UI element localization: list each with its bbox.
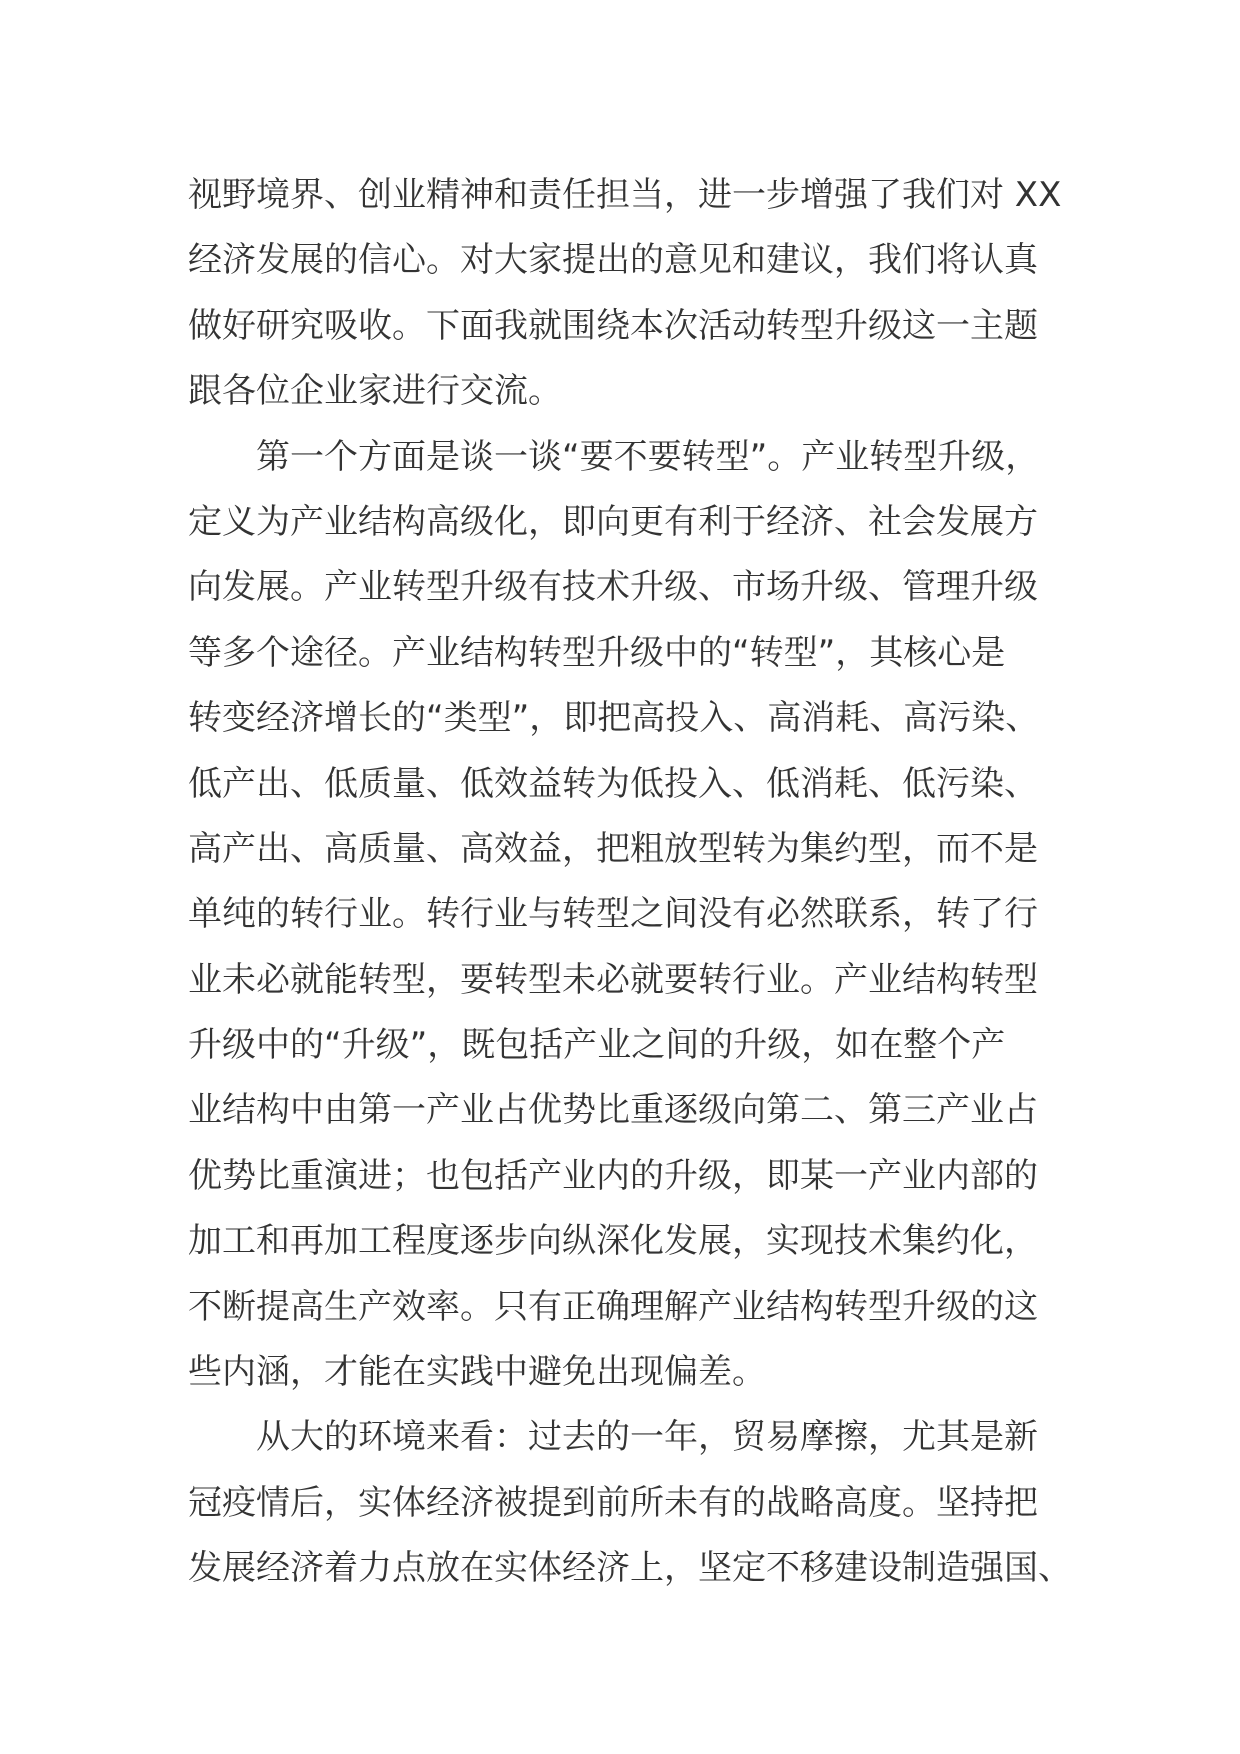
text-line: 第一个方面是谈一谈“要不要转型”。产业转型升级， <box>256 436 1040 477</box>
text-line: 转变经济增长的“类型”，即把高投入、高消耗、高污染、 <box>188 698 1040 739</box>
text-line: 业结构中由第一产业占优势比重逐级向第二、第三产业占 <box>188 1090 1038 1131</box>
text-line: 低产出、低质量、低效益转为低投入、低消耗、低污染、 <box>188 763 1038 804</box>
text-line: 不断提高生产效率。只有正确理解产业结构转型升级的这 <box>188 1286 1038 1327</box>
text-line: 冠疫情后，实体经济被提到前所未有的战略高度。坚持把 <box>188 1482 1038 1523</box>
text-line: 些内涵，才能在实践中避免出现偏差。 <box>188 1352 766 1393</box>
body-text <box>188 163 1072 1602</box>
text-line: 跟各位企业家进行交流。 <box>188 371 562 412</box>
text-line: 等多个途径。产业结构转型升级中的“转型”，其核心是 <box>188 632 1006 673</box>
paragraph <box>188 1405 1072 1601</box>
text-line: 发展经济着力点放在实体经济上，坚定不移建设制造强国、 <box>188 1548 1072 1589</box>
text-line: 业未必就能转型，要转型未必就要转行业。产业结构转型 <box>188 959 1038 1000</box>
text-line: 高产出、高质量、高效益，把粗放型转为集约型，而不是 <box>188 828 1038 869</box>
text-line: 定义为产业结构高级化，即向更有利于经济、社会发展方 <box>188 501 1038 542</box>
text-line: 单纯的转行业。转行业与转型之间没有必然联系，转了行 <box>188 894 1038 935</box>
paragraph <box>188 425 1068 1406</box>
text-line: 做好研究吸收。下面我就围绕本次活动转型升级这一主题 <box>188 305 1038 346</box>
text-line: 经济发展的信心。对大家提出的意见和建议，我们将认真 <box>188 240 1038 281</box>
text-line: 从大的环境来看：过去的一年，贸易摩擦，尤其是新 <box>256 1417 1038 1458</box>
text-line: 向发展。产业转型升级有技术升级、市场升级、管理升级 <box>188 567 1038 608</box>
text-line: 视野境界、创业精神和责任担当，进一步增强了我们对 XX <box>188 175 1062 215</box>
paragraph <box>188 163 1068 425</box>
text-line: 升级中的“升级”，既包括产业之间的升级，如在整个产 <box>188 1025 1006 1066</box>
text-line: 加工和再加工程度逐步向纵深化发展，实现技术集约化， <box>188 1221 1038 1262</box>
text-line: 优势比重演进；也包括产业内的升级，即某一产业内部的 <box>188 1155 1038 1196</box>
